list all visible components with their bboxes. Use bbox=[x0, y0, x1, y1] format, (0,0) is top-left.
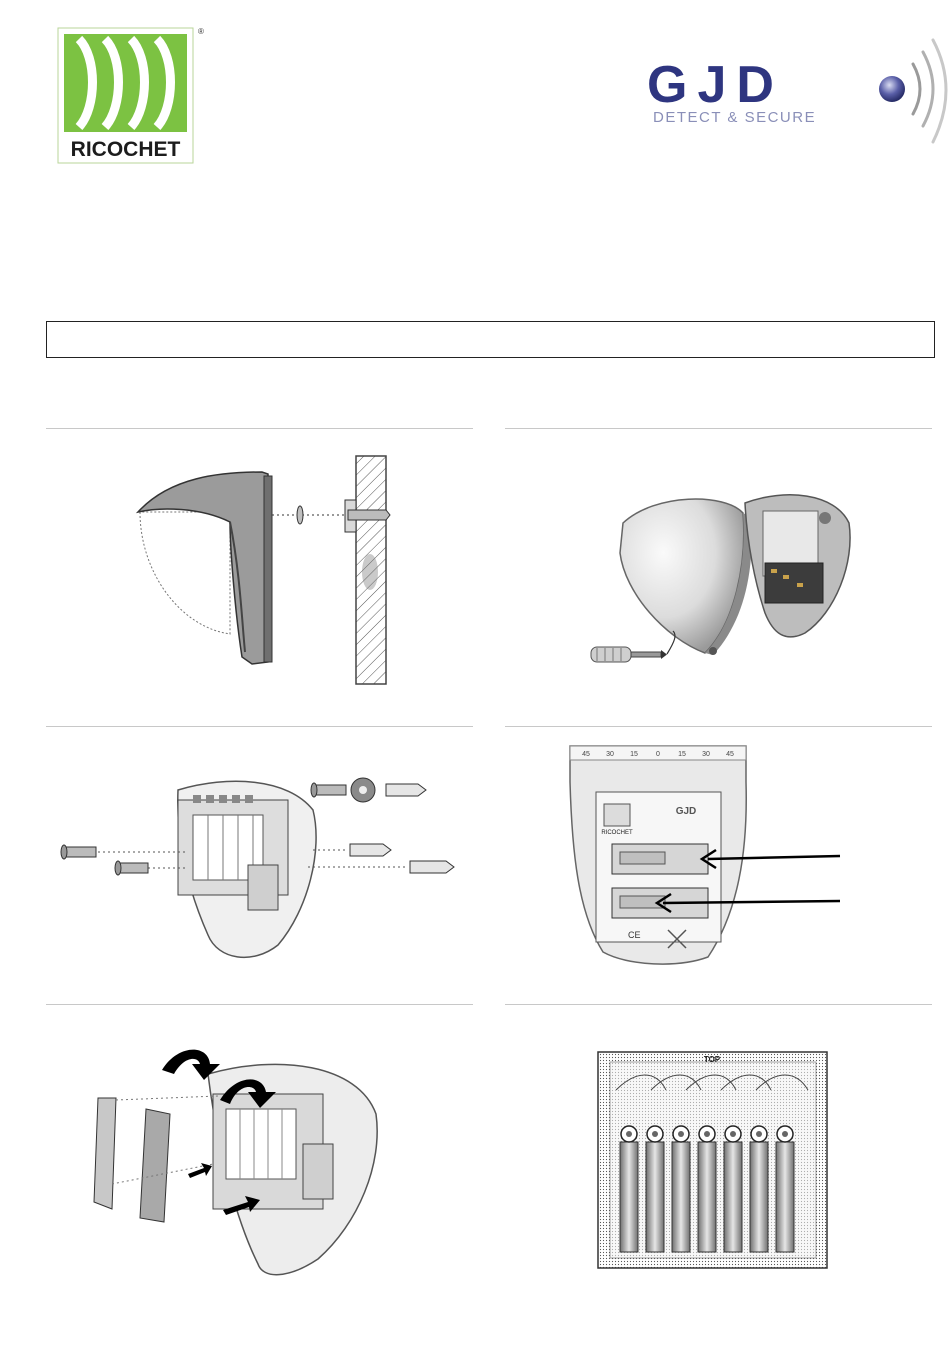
ricochet-logo bbox=[57, 27, 204, 164]
rule-row2-right bbox=[505, 726, 932, 727]
rule-row3-right bbox=[505, 1004, 932, 1005]
figure-battery-removal bbox=[88, 1034, 383, 1284]
svg-text:®: ® bbox=[198, 27, 204, 36]
figure-battery-pack bbox=[596, 1050, 829, 1270]
svg-text:30: 30 bbox=[606, 751, 614, 758]
gjd-orb-icon bbox=[879, 76, 905, 102]
rule-row2-left bbox=[46, 726, 473, 727]
svg-text:0: 0 bbox=[656, 751, 660, 758]
figure-wall-mount bbox=[130, 452, 400, 688]
svg-text:GJD: GJD bbox=[675, 806, 697, 817]
rule-row3-left bbox=[46, 1004, 473, 1005]
svg-text:15: 15 bbox=[678, 751, 686, 758]
svg-text:45: 45 bbox=[726, 751, 734, 758]
gjd-logo bbox=[645, 34, 950, 154]
figure-inside-pcb bbox=[568, 742, 848, 970]
svg-text:RICOCHET: RICOCHET bbox=[601, 830, 633, 836]
rule-row1-right bbox=[505, 428, 932, 429]
svg-text:45: 45 bbox=[582, 751, 590, 758]
rule-row1-left bbox=[46, 428, 473, 429]
ricochet-wordmark: RICOCHET bbox=[70, 138, 181, 161]
gjd-tagline: DETECT & SECURE bbox=[653, 109, 817, 126]
title-box bbox=[46, 321, 935, 358]
svg-text:15: 15 bbox=[630, 751, 638, 758]
svg-text:CE: CE bbox=[628, 930, 641, 940]
figure-open-detector bbox=[585, 483, 857, 668]
figure-base-fixing bbox=[58, 770, 463, 970]
svg-text:30: 30 bbox=[702, 751, 710, 758]
gjd-wordmark: GJD bbox=[647, 56, 784, 114]
pack-top-label: TOP bbox=[703, 1055, 721, 1064]
